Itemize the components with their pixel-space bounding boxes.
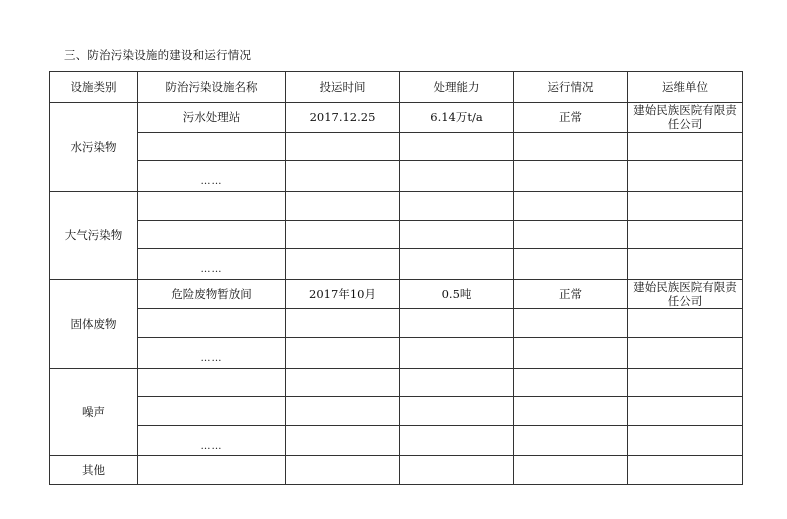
capacity-cell: [400, 249, 514, 280]
table-row: [50, 220, 743, 249]
operator-cell: [628, 220, 743, 249]
operator-cell: [628, 425, 743, 456]
start-date-cell: 2017.12.25: [286, 103, 400, 133]
operator-cell: [628, 368, 743, 397]
start-date-cell: [286, 338, 400, 369]
category-cell-air: 大气污染物: [50, 191, 138, 279]
table-row: [50, 425, 743, 456]
table-header-row: [50, 72, 743, 103]
start-date-cell: [286, 161, 400, 192]
start-date-cell: [286, 132, 400, 161]
capacity-cell: [400, 425, 514, 456]
status-cell: 正常: [514, 279, 628, 309]
category-cell-noise: 噪声: [50, 368, 138, 456]
operator-cell: [628, 456, 743, 485]
start-date-cell: [286, 425, 400, 456]
status-cell: [514, 338, 628, 369]
facility-name-cell: [138, 368, 286, 397]
capacity-cell: [400, 397, 514, 426]
table-row: [50, 103, 743, 133]
capacity-cell: [400, 338, 514, 369]
start-date-cell: [286, 368, 400, 397]
capacity-cell: 0.5吨: [400, 279, 514, 309]
capacity-cell: [400, 220, 514, 249]
start-date-cell: [286, 220, 400, 249]
operator-cell: [628, 309, 743, 338]
facility-name-cell: [138, 456, 286, 485]
table-row: [50, 338, 743, 369]
capacity-cell: 6.14万t/a: [400, 103, 514, 133]
ellipsis-cell: ……: [138, 161, 286, 192]
capacity-cell: [400, 456, 514, 485]
facility-name-cell: [138, 309, 286, 338]
facility-name-cell: [138, 191, 286, 220]
start-date-cell: [286, 397, 400, 426]
status-cell: [514, 368, 628, 397]
capacity-cell: [400, 309, 514, 338]
category-cell-solid-waste: 固体废物: [50, 279, 138, 368]
header-start-date: 投运时间: [286, 72, 400, 103]
table-row: [50, 309, 743, 338]
operator-cell: 建始民族医院有限责任公司: [628, 103, 743, 133]
table-row: [50, 368, 743, 397]
start-date-cell: [286, 191, 400, 220]
facility-name-cell: 危险废物暂放间: [138, 279, 286, 309]
table-row: [50, 191, 743, 220]
header-status: 运行情况: [514, 72, 628, 103]
status-cell: [514, 161, 628, 192]
table-row: [50, 456, 743, 485]
table-row: [50, 397, 743, 426]
capacity-cell: [400, 191, 514, 220]
status-cell: [514, 456, 628, 485]
start-date-cell: [286, 249, 400, 280]
status-cell: [514, 249, 628, 280]
header-operator: 运维单位: [628, 72, 743, 103]
header-category: 设施类别: [50, 72, 138, 103]
capacity-cell: [400, 132, 514, 161]
start-date-cell: 2017年10月: [286, 279, 400, 309]
ellipsis-cell: ……: [138, 425, 286, 456]
status-cell: [514, 191, 628, 220]
header-capacity: 处理能力: [400, 72, 514, 103]
status-cell: [514, 397, 628, 426]
operator-cell: [628, 132, 743, 161]
category-cell-water: 水污染物: [50, 103, 138, 192]
status-cell: [514, 425, 628, 456]
capacity-cell: [400, 368, 514, 397]
section-title: 三、防治污染设施的建设和运行情况: [64, 48, 252, 62]
facility-name-cell: 污水处理站: [138, 103, 286, 133]
operator-cell: [628, 191, 743, 220]
category-cell-other: 其他: [50, 456, 138, 485]
start-date-cell: [286, 456, 400, 485]
facility-name-cell: [138, 132, 286, 161]
status-cell: [514, 220, 628, 249]
operator-cell: 建始民族医院有限责任公司: [628, 279, 743, 309]
table-row: [50, 279, 743, 309]
pollution-facilities-table: [49, 71, 743, 485]
operator-cell: [628, 161, 743, 192]
capacity-cell: [400, 161, 514, 192]
status-cell: [514, 309, 628, 338]
operator-cell: [628, 249, 743, 280]
table-row: [50, 249, 743, 280]
table-row: [50, 161, 743, 192]
table-row: [50, 132, 743, 161]
ellipsis-cell: ……: [138, 338, 286, 369]
facility-name-cell: [138, 220, 286, 249]
header-facility-name: 防治污染设施名称: [138, 72, 286, 103]
facility-name-cell: [138, 397, 286, 426]
start-date-cell: [286, 309, 400, 338]
status-cell: [514, 132, 628, 161]
operator-cell: [628, 338, 743, 369]
ellipsis-cell: ……: [138, 249, 286, 280]
status-cell: 正常: [514, 103, 628, 133]
operator-cell: [628, 397, 743, 426]
